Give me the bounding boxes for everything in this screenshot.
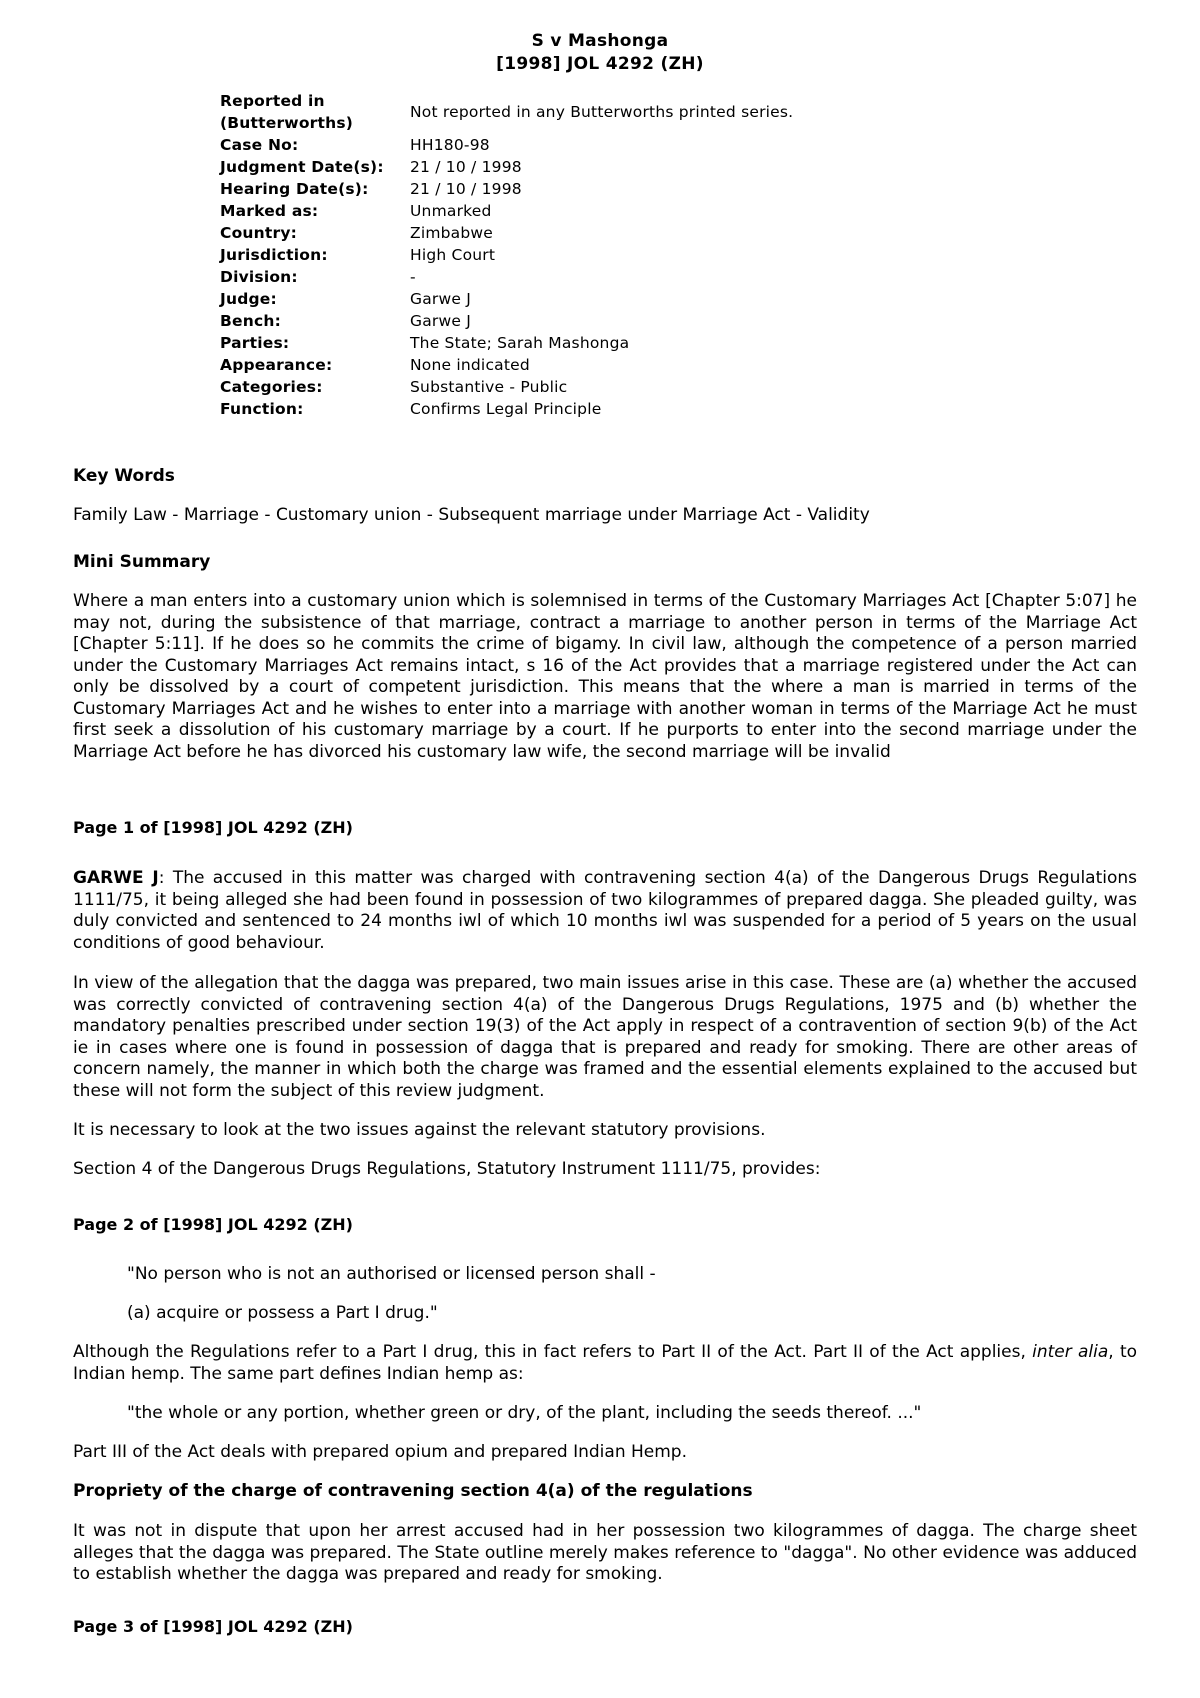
meta-label: Categories: <box>220 378 323 396</box>
meta-label: Jurisdiction: <box>220 246 328 264</box>
page-marker-2-wrap <box>73 1215 1137 1234</box>
page-marker-3: Page 3 of [1998] JOL 4292 (ZH) <box>73 1617 353 1636</box>
meta-value: 21 / 10 / 1998 <box>410 180 522 198</box>
meta-label: Bench: <box>220 312 281 330</box>
propriety-heading-wrap <box>73 1481 1137 1501</box>
meta-row <box>220 222 793 244</box>
meta-value: None indicated <box>410 356 530 374</box>
meta-label-line: Reported in <box>220 92 325 110</box>
propriety-heading: Propriety of the charge of contravening section 4(a) of the regulations <box>73 1481 753 1501</box>
meta-row <box>220 398 793 420</box>
judgment-para-7-wrap <box>73 1521 1137 1586</box>
case-name: S v Mashonga <box>531 31 669 51</box>
para-5-italic: inter alia <box>1032 1342 1109 1362</box>
meta-value: Garwe J <box>410 290 471 308</box>
case-citation: [1998] JOL 4292 (ZH) <box>496 54 704 74</box>
meta-value: 21 / 10 / 1998 <box>410 158 522 176</box>
meta-row <box>220 244 793 266</box>
judgment-para-1-wrap <box>73 868 1137 954</box>
page-marker-1-wrap <box>73 818 1137 837</box>
meta-row <box>220 332 793 354</box>
quote-1-wrap <box>73 1264 1137 1284</box>
meta-row-reported-in <box>220 90 793 134</box>
quote-1: "No person who is not an authorised or licensed person shall - <box>127 1264 656 1284</box>
quote-2-wrap <box>73 1303 1137 1323</box>
mini-summary-heading: Mini Summary <box>73 552 211 572</box>
meta-value: The State; Sarah Mashonga <box>410 334 630 352</box>
judgment-para-2-wrap <box>73 973 1137 1102</box>
judgment-para-5-wrap <box>73 1342 1137 1385</box>
meta-value: Garwe J <box>410 312 471 330</box>
meta-label: Judge: <box>220 290 277 308</box>
meta-label-line: (Butterworths) <box>220 114 354 132</box>
meta-label: Appearance: <box>220 356 333 374</box>
meta-value: Substantive - Public <box>410 378 568 396</box>
meta-label: Hearing Date(s): <box>220 180 369 198</box>
meta-value: Unmarked <box>410 202 492 220</box>
meta-value: Zimbabwe <box>410 224 494 242</box>
judgment-para-1 <box>73 868 1137 954</box>
judgment-para-1-text: : The accused in this matter was charged with contravening section 4(a) of the Dangerous Drugs Regulations 1111/75, it being alleged she had been found in possession of two kilogrammes of prepared dagga. She pleaded guilty, was duly convicted and sentenced to 24 months iwl of which 10 months iwl was suspended for a period of 5 years on the usual conditions of good behaviour. <box>73 868 1138 953</box>
meta-value: Confirms Legal Principle <box>410 400 602 418</box>
meta-row <box>220 200 793 222</box>
meta-value: - <box>410 268 416 286</box>
judgment-para-3: It is necessary to look at the two issues against the relevant statutory provisions. <box>73 1120 766 1140</box>
key-words-body <box>73 505 1137 527</box>
meta-row <box>220 178 793 200</box>
para-5-part-b: , to Indian hemp. The same part defines Indian hemp as: <box>73 1342 1138 1384</box>
page-marker-3-wrap <box>73 1617 1137 1636</box>
meta-label: Country: <box>220 224 298 242</box>
meta-label: Parties: <box>220 334 290 352</box>
mini-summary-text: Where a man enters into a customary union which is solemnised in terms of the Customary Marriages Act [Chapter 5:07] he may not, during the subsistence of that marriage, contract a marriage to another person in terms of the Marriage Act [Chapter 5:11]. If he does so he commits the crime of bigamy. In civil law, although the competence of a person married under the Customary Marriages Act remains intact, s 16 of the Act provides that a marriage registered under the Act can only be dissolved by a court of competent jurisdiction. This means that the where a man is married in terms of the Customary Marriages Act and he wishes to enter into a marriage with another woman in terms of the Marriage Act he must first seek a dissolution of his customary marriage by a court. If he purports to enter into the second marriage under the Marriage Act before he has divorced his customary law wife, the second marriage will be invalid <box>73 591 1137 762</box>
meta-value: Not reported in any Butterworths printed series. <box>410 103 794 121</box>
judgment-para-7: It was not in dispute that upon her arrest accused had in her possession two kilogrammes of dagga. The charge sheet alleges that the dagga was prepared. The State outline merely makes reference to "dagga". No other evidence was adduced to establish whether the dagga was prepared and ready for smoking. <box>73 1521 1137 1584</box>
judgment-para-6: Part III of the Act deals with prepared opium and prepared Indian Hemp. <box>73 1442 687 1462</box>
meta-row <box>220 266 793 288</box>
meta-label: Division: <box>220 268 298 286</box>
judgment-para-5 <box>73 1342 1137 1385</box>
key-words-text: Family Law - Marriage - Customary union - Subsequent marriage under Marriage Act - Validity <box>73 505 870 525</box>
judgment-para-4: Section 4 of the Dangerous Drugs Regulations, Statutory Instrument 1111/75, provides: <box>73 1159 821 1179</box>
judgment-para-4-wrap <box>73 1159 1137 1181</box>
meta-value: HH180-98 <box>410 136 490 154</box>
mini-summary-body <box>73 591 1137 763</box>
key-words-heading: Key Words <box>73 466 175 486</box>
para-5-part-a: Although the Regulations refer to a Part I drug, this in fact refers to Part II of the Act. Part II of the Act applies, <box>73 1342 1033 1362</box>
meta-label <box>220 90 410 134</box>
meta-label: Judgment Date(s): <box>220 158 384 176</box>
meta-row <box>220 354 793 376</box>
quote-2: (a) acquire or possess a Part I drug." <box>127 1303 438 1323</box>
meta-row <box>220 156 793 178</box>
judgment-para-2: In view of the allegation that the dagga was prepared, two main issues arise in this case. These are (a) whether the accused was correctly convicted of contravening section 4(a) of the Dangerous Drugs Regulations, 1975 and (b) whether the mandatory penalties prescribed under section 19(3) of the Act apply in respect of a contravention of section 9(b) of the Act ie in cases where one is found in possession of dagga that is prepared and ready for smoking. There are other areas of concern namely, the manner in which both the charge was framed and the essential elements explained to the accused but these will not form the subject of this review judgment. <box>73 973 1137 1101</box>
meta-value: High Court <box>410 246 496 264</box>
mini-summary-section <box>73 552 1137 572</box>
judgment-para-3-wrap <box>73 1120 1137 1142</box>
quote-3: "the whole or any portion, whether green or dry, of the plant, including the seeds thereof. ..." <box>127 1403 922 1423</box>
meta-row <box>220 376 793 398</box>
page-marker-2: Page 2 of [1998] JOL 4292 (ZH) <box>73 1215 353 1234</box>
meta-label: Case No: <box>220 136 299 154</box>
document-title <box>0 30 1200 76</box>
case-metadata-table <box>220 90 793 420</box>
meta-label: Function: <box>220 400 304 418</box>
judgment-para-6-wrap <box>73 1442 1137 1464</box>
page-marker-1: Page 1 of [1998] JOL 4292 (ZH) <box>73 818 353 837</box>
meta-row <box>220 310 793 332</box>
meta-row <box>220 134 793 156</box>
quote-3-wrap <box>73 1403 1137 1423</box>
key-words-section <box>73 466 1137 486</box>
judge-name: GARWE J <box>73 868 159 888</box>
meta-label: Marked as: <box>220 202 319 220</box>
meta-row <box>220 288 793 310</box>
